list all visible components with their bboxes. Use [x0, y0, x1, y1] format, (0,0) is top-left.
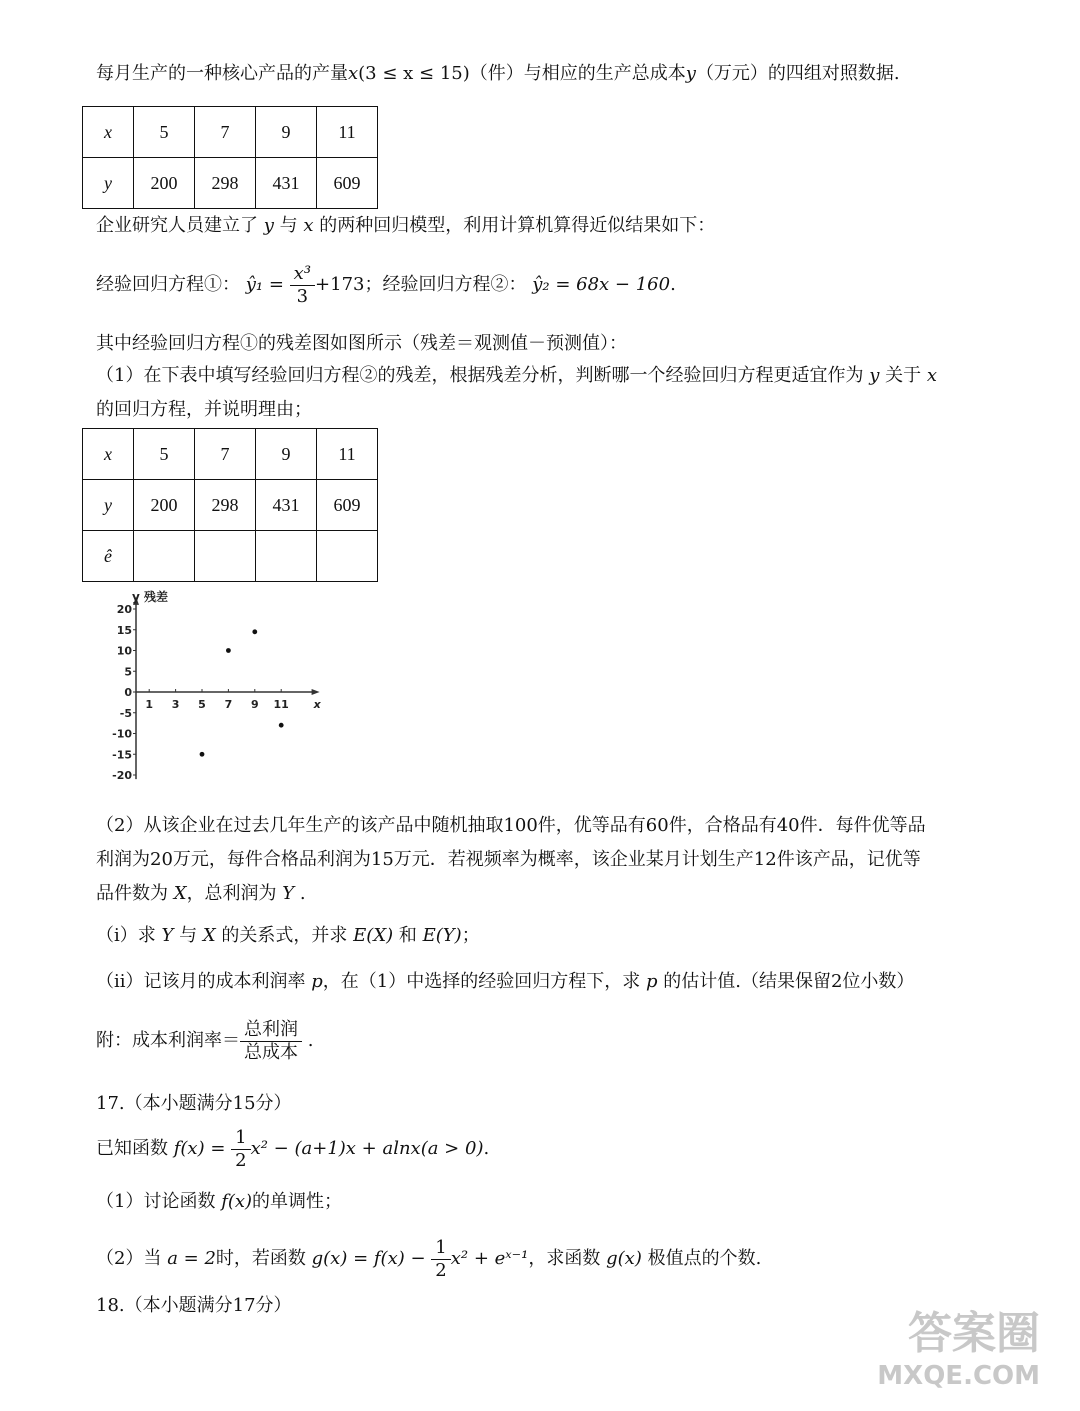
text: 经验回归方程①： — [96, 274, 240, 295]
text: . — [299, 883, 306, 904]
x-tick-label: 9 — [250, 698, 259, 711]
residual-input-cell — [317, 531, 378, 582]
numerator: 1 — [231, 1127, 250, 1150]
data-point — [279, 723, 284, 728]
table-cell: 7 — [195, 429, 256, 480]
y-tick-label: -15 — [112, 748, 132, 762]
para-equations — [96, 256, 676, 314]
data-table-1 — [82, 106, 378, 209]
x-axis-arrow — [312, 689, 320, 695]
y-tick-label: 0 — [124, 686, 132, 699]
y-tick-label: 10 — [116, 644, 132, 658]
para-q2-line1: （2）从该企业在过去几年生产的该产品中随机抽取100件，优等品有60件，合格品有40件．每件优等品 — [96, 815, 926, 836]
table-cell: 11 — [317, 429, 378, 480]
fraction — [231, 1127, 250, 1172]
y-axis-label: y 残差 — [132, 589, 169, 604]
para-intro — [96, 62, 900, 86]
y-tick-label: 5 — [124, 665, 132, 679]
denominator: 2 — [235, 1149, 247, 1171]
denominator: 2 — [435, 1259, 447, 1281]
table-row — [83, 429, 378, 480]
table-row — [83, 158, 378, 209]
text: 与 — [279, 215, 298, 236]
math-var: y — [685, 63, 696, 84]
row-label: ê — [83, 531, 134, 582]
math-expr: f(x) — [221, 1191, 253, 1212]
watermark-line1: 答案圈 — [908, 1308, 1040, 1359]
y-tick-label: 20 — [116, 603, 132, 616]
math-var: X — [173, 883, 187, 904]
table-row — [83, 107, 378, 158]
residual-input-cell — [134, 531, 195, 582]
math-expr: f(x) = — [173, 1138, 226, 1159]
table-cell: 9 — [256, 429, 317, 480]
y-tick-label: -20 — [112, 769, 132, 782]
math-var: x — [926, 365, 937, 386]
data-point — [252, 629, 257, 634]
table-cell: 11 — [317, 107, 378, 158]
math-expr: g(x) — [606, 1248, 642, 1269]
text: （ⅱ）记该月的成本利润率 — [96, 971, 306, 992]
math-var: y — [263, 215, 274, 236]
text: （万元）的四组对照数据. — [695, 63, 900, 84]
math-var: p — [311, 971, 323, 992]
math-var: x — [348, 63, 359, 84]
table-cell: 200 — [134, 480, 195, 531]
math-expr: ŷ₂ = 68x − 160 — [532, 274, 671, 295]
math-var: x — [303, 215, 314, 236]
numerator: 1 — [431, 1237, 450, 1260]
table-cell: 5 — [134, 429, 195, 480]
text: 企业研究人员建立了 — [96, 215, 258, 236]
numerator: 总利润 — [240, 1019, 302, 1042]
question-18-heading: 18.（本小题满分17分） — [96, 1295, 292, 1316]
para-q2-i — [96, 924, 480, 948]
table-cell: 7 — [195, 107, 256, 158]
fraction — [240, 1019, 302, 1064]
x-tick-label: 5 — [198, 698, 206, 711]
math-var: y — [869, 365, 880, 386]
para-q17-1 — [96, 1190, 342, 1214]
text: 的关系式，并求 — [221, 925, 348, 946]
text: 的估计值.（结果保留2位小数） — [663, 971, 915, 992]
text: 和 — [398, 925, 417, 946]
math-expr: a = 2 — [167, 1248, 216, 1269]
table-cell: 9 — [256, 107, 317, 158]
text: 附：成本利润率＝ — [96, 1030, 240, 1051]
row-label: y — [83, 158, 134, 209]
math-var: X — [202, 925, 216, 946]
data-table-2 — [82, 428, 378, 582]
math-expr: E(X) — [353, 925, 394, 946]
math-expr: x² + eˣ⁻¹ — [450, 1248, 529, 1269]
text: ； — [461, 925, 480, 946]
text: 的单调性； — [252, 1191, 343, 1212]
text: . — [483, 1138, 490, 1159]
math-expr: ŷ₁ = — [245, 274, 284, 295]
para-q1-cont: 的回归方程，并说明理由； — [96, 399, 312, 420]
row-label: x — [83, 429, 134, 480]
numerator: x³ — [290, 263, 315, 286]
data-point — [226, 648, 231, 653]
text: （ⅰ）求 — [96, 925, 156, 946]
text: . — [307, 1030, 314, 1051]
text: ，在（1）中选择的经验回归方程下，求 — [322, 971, 641, 992]
text: +173；经验回归方程②： — [315, 274, 527, 295]
fraction — [431, 1237, 450, 1282]
data-point — [200, 752, 205, 757]
math-var: Y — [161, 925, 174, 946]
text: ，总利润为 — [186, 883, 277, 904]
para-appendix — [96, 1012, 313, 1070]
text: 每月生产的一种核心产品的产量 — [96, 63, 348, 84]
x-tick-label: 1 — [145, 698, 154, 711]
table-cell: 298 — [195, 480, 256, 531]
table-cell: 431 — [256, 480, 317, 531]
residual-input-cell — [256, 531, 317, 582]
x-tick-label: 11 — [273, 698, 289, 711]
table-cell: 609 — [317, 480, 378, 531]
text: 的两种回归模型，利用计算机算得近似结果如下： — [319, 215, 716, 236]
text: （2）当 — [96, 1248, 162, 1269]
math-expr: (3 ≤ x ≤ 15) — [358, 63, 470, 84]
para-q2-line2: 利润为20万元，每件合格品利润为15万元．若视频率为概率，该企业某月计划生产12件该产品，记优等 — [96, 849, 921, 870]
y-tick-label: -10 — [112, 727, 132, 741]
text: （件）与相应的生产总成本 — [469, 63, 686, 84]
math-expr: g(x) = f(x) − — [311, 1248, 426, 1269]
y-tick-label: -5 — [119, 706, 132, 720]
question-17-heading: 17.（本小题满分15分） — [96, 1093, 292, 1114]
text: 品件数为 — [96, 883, 168, 904]
table-cell: 298 — [195, 158, 256, 209]
text: 时，若函数 — [215, 1248, 306, 1269]
denominator: 总成本 — [244, 1041, 298, 1063]
para-q2-line3 — [96, 882, 306, 906]
para-models — [96, 214, 715, 238]
row-label: y — [83, 480, 134, 531]
math-var: Y — [282, 883, 295, 904]
text: （1）讨论函数 — [96, 1191, 216, 1212]
x-axis-label: x — [313, 698, 321, 711]
text: 已知函数 — [96, 1138, 168, 1159]
fraction — [290, 263, 315, 308]
math-var: p — [645, 971, 658, 992]
table-row — [83, 531, 378, 582]
x-tick-label: 3 — [171, 698, 180, 711]
table-cell: 200 — [134, 158, 195, 209]
x-tick-label: 7 — [224, 698, 233, 711]
text: 与 — [179, 925, 198, 946]
table-cell: 609 — [317, 158, 378, 209]
para-q2-ii — [96, 970, 914, 994]
math-expr: x² − (a+1)x + alnx(a > 0) — [250, 1138, 484, 1159]
residual-input-cell — [195, 531, 256, 582]
watermark-line2: MXQE.COM — [877, 1361, 1040, 1391]
text: 关于 — [885, 365, 922, 386]
denominator: 3 — [296, 285, 309, 307]
para-residual-note: 其中经验回归方程①的残差图如图所示（残差＝观测值－预测值）： — [96, 333, 627, 354]
residual-plot — [100, 588, 340, 798]
y-tick-label: 15 — [116, 623, 132, 637]
math-expr: E(Y) — [422, 925, 462, 946]
table-cell: 431 — [256, 158, 317, 209]
table-cell: 5 — [134, 107, 195, 158]
para-q17-2 — [96, 1230, 761, 1288]
watermark — [877, 1297, 1040, 1391]
row-label: x — [83, 107, 134, 158]
para-q17-function — [96, 1120, 489, 1178]
text: . — [670, 274, 676, 295]
text: （1）在下表中填写经验回归方程②的残差，根据残差分析，判断哪一个经验回归方程更适宜作为 — [96, 365, 864, 386]
text: 极值点的个数. — [647, 1248, 762, 1269]
text: ，求函数 — [528, 1248, 601, 1269]
para-q1 — [96, 364, 937, 388]
table-row — [83, 480, 378, 531]
